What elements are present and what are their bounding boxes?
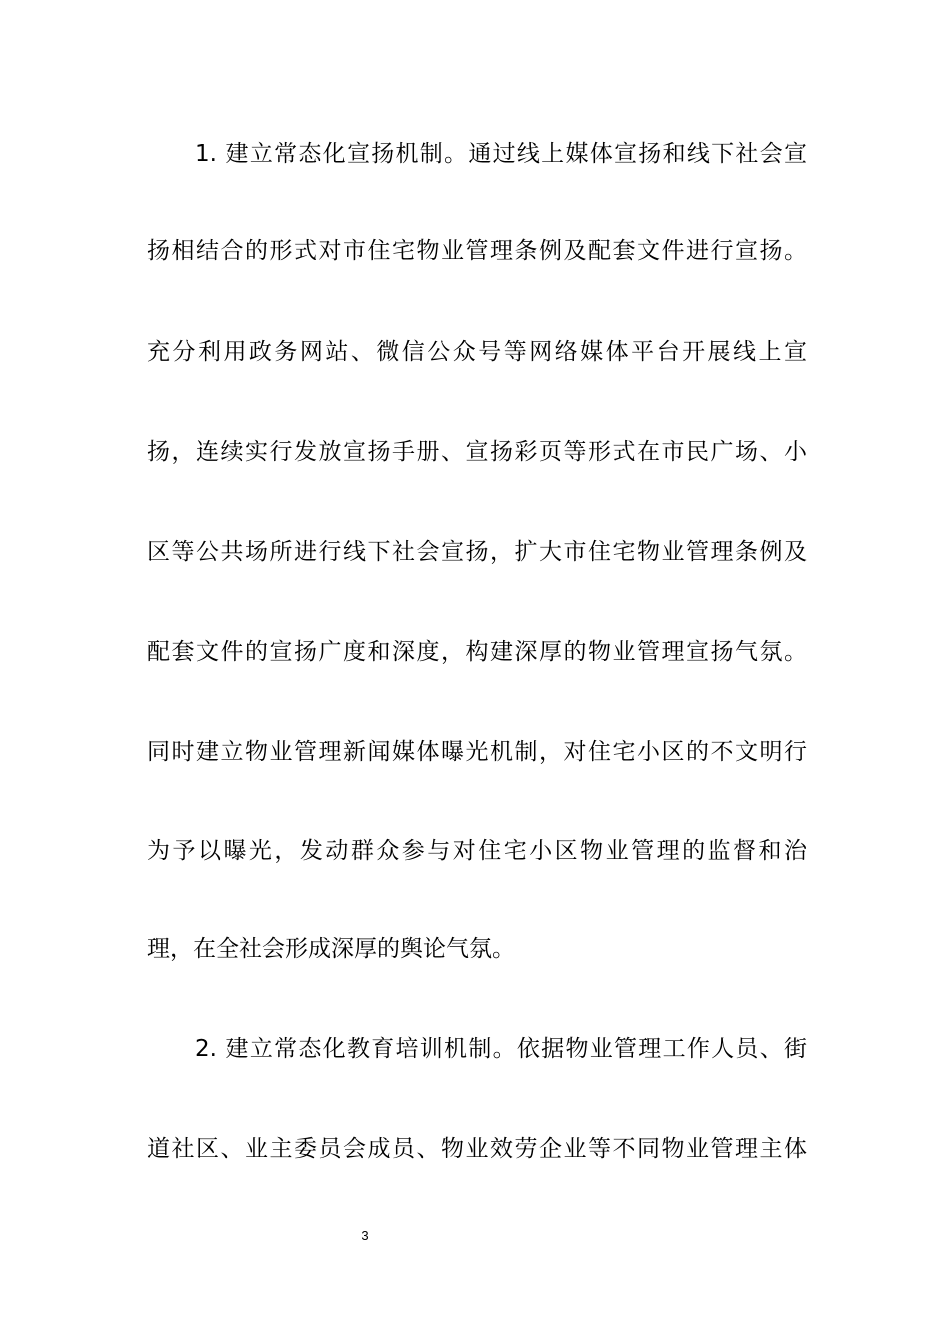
paragraph-1-line-1: 1. 建立常态化宣扬机制。通过线上媒体宣扬和线下社会宣 — [195, 141, 807, 167]
paragraph-1-line-3: 充分利用政务网站、微信公众号等网络媒体平台开展线上宣 — [147, 339, 807, 365]
paragraph-1-line-8: 为予以曝光，发动群众参与对住宅小区物业管理的监督和治 — [147, 838, 807, 864]
paragraph-2-line-1: 2. 建立常态化教育培训机制。依据物业管理工作人员、街 — [195, 1036, 807, 1062]
paragraph-1-line-2: 扬相结合的形式对市住宅物业管理条例及配套文件进行宣扬。 — [147, 238, 807, 264]
paragraph-1-line-5: 区等公共场所进行线下社会宣扬，扩大市住宅物业管理条例及 — [147, 539, 807, 565]
paragraph-2-line-2: 道社区、业主委员会成员、物业效劳企业等不同物业管理主体 — [147, 1136, 807, 1162]
page-number: 3 — [361, 1228, 369, 1243]
paragraph-1-line-6: 配套文件的宣扬广度和深度，构建深厚的物业管理宣扬气氛。 — [147, 639, 807, 665]
paragraph-1-line-4: 扬，连续实行发放宣扬手册、宣扬彩页等形式在市民广场、小 — [147, 439, 807, 465]
paragraph-1-line-9: 理，在全社会形成深厚的舆论气氛。 — [147, 936, 515, 962]
paragraph-1-line-7: 同时建立物业管理新闻媒体曝光机制，对住宅小区的不文明行 — [147, 739, 807, 765]
